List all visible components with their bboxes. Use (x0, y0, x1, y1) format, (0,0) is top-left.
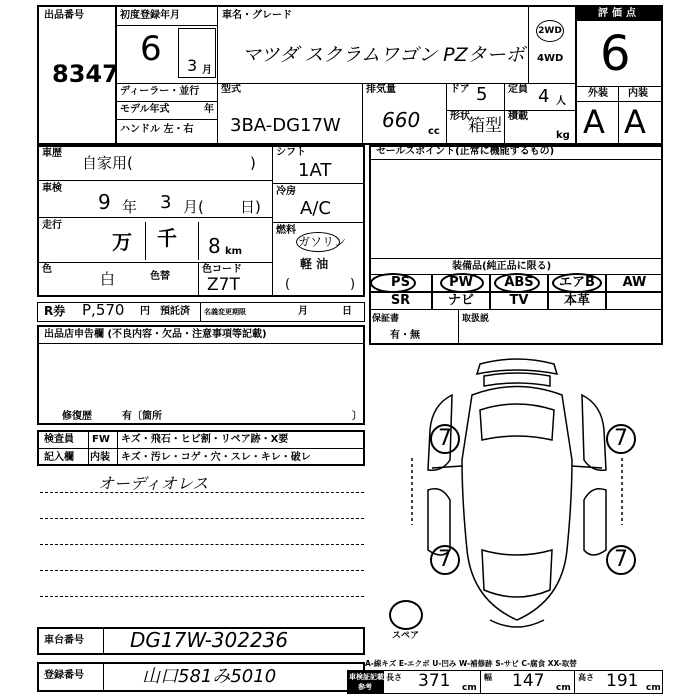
inspection-year: 9 (98, 190, 111, 214)
capacity-value: 4 (538, 86, 550, 107)
sales-box (369, 145, 663, 345)
capacity-label: 定員 (508, 84, 528, 95)
tire-front-left: 7 (430, 424, 460, 454)
int-label: 内装 (628, 88, 648, 99)
shift-value: 1AT (298, 160, 332, 181)
lot-number: 8347 (52, 60, 119, 88)
recycle-label: R券 (44, 304, 66, 318)
equip-leather: 本革 (548, 292, 606, 310)
color-label: 色 (42, 264, 52, 275)
tire-front-right: 7 (606, 424, 636, 454)
ac-label: 冷房 (276, 186, 296, 197)
first-reg-month: 3 (187, 56, 198, 75)
color-value: 白 (100, 270, 116, 288)
car-name: マツダ スクラムワゴン PZターボ (242, 44, 525, 66)
doors-label: ドア (450, 84, 470, 95)
color-change-label: 色替 (150, 271, 170, 282)
dealer-label: ディーラー・並行 (120, 86, 200, 97)
load-label: 積載 (508, 111, 528, 122)
fuel-label: 燃料 (276, 225, 296, 236)
equip-abs: ABS (490, 274, 548, 292)
equip-tv: TV (490, 292, 548, 310)
handle-label: ハンドル 左・右 (120, 124, 194, 135)
model-value: 3BA-DG17W (230, 115, 341, 136)
tool-label: 取扱説 (462, 314, 490, 324)
car-name-label: 車名・グレード (222, 10, 292, 21)
first-reg-year: 6 (140, 29, 162, 69)
drive-2wd: 2WD (536, 20, 564, 42)
displacement-value: 660 (382, 108, 421, 132)
int-grade: A (624, 103, 646, 141)
usage-label: 車歴 (42, 148, 62, 159)
equip-ps: PS (369, 274, 432, 292)
shape-label: 形状 (450, 111, 470, 122)
ext-grade: A (583, 103, 605, 141)
chassis-number: DG17W-302236 (130, 628, 289, 652)
warranty-value: 有・無 (390, 330, 420, 341)
registration-number: 山口581み5010 (142, 666, 277, 687)
usage-value: 自家用( (82, 154, 133, 172)
equip-aw: AW (606, 274, 663, 292)
score-value: 6 (600, 26, 631, 82)
fuel-value: ガソリン (298, 235, 347, 249)
equipment-label: 装備品(純正品に限る) (452, 261, 552, 272)
ac-value: A/C (300, 198, 331, 219)
score-label: 評価点 (598, 8, 640, 19)
drive-4wd: 4WD (537, 53, 564, 64)
mileage-value: 8 (208, 234, 221, 258)
remark: オーディオレス (98, 474, 209, 493)
lot-label: 出品番号 (44, 10, 84, 21)
recycle-value: P,570 (82, 301, 125, 319)
spare-label: スペア (392, 631, 420, 641)
equip-pw: PW (432, 274, 490, 292)
dim-length: 371 (418, 671, 451, 691)
color-code-label: 色コード (202, 264, 242, 275)
shape-value: 箱型 (468, 116, 502, 136)
sales-label: セールスポイント(正常に機能するもの) (376, 146, 555, 157)
legend: A-線キズ E-エクボ U-凹み W-補修跡 S-サビ C-腐食 XX-取替 (365, 659, 577, 668)
first-reg-label: 初度登録年月 (120, 10, 180, 21)
dim-height: 191 (606, 671, 639, 691)
dim-width: 147 (512, 671, 545, 691)
model-year-label: モデル年式 (120, 104, 170, 115)
repair-value: 有〔箇所 (122, 411, 162, 422)
model-label: 型式 (221, 84, 241, 95)
notes-label: 出品店申告欄 (不良内容・欠品・注意事項等記載) (44, 329, 267, 340)
inspection-month: 3 (160, 192, 172, 213)
car-diagram (372, 350, 662, 640)
ext-label: 外装 (588, 88, 608, 99)
inspection-label: 車検 (42, 183, 62, 194)
fuel-alt: 軽 油 (300, 257, 329, 271)
equip-airbag: エアB (548, 274, 606, 292)
spare-tire (389, 600, 423, 630)
shift-label: シフト (276, 147, 306, 158)
repair-label: 修復歴 (62, 411, 92, 422)
tire-rear-right: 7 (606, 545, 636, 575)
warranty-label: 保証書 (372, 314, 400, 324)
equip-navi: ナビ (432, 292, 490, 310)
equip-sr: SR (369, 292, 432, 310)
doors-value: 5 (476, 84, 488, 105)
tire-rear-left: 7 (430, 545, 460, 575)
displacement-label: 排気量 (366, 84, 396, 95)
color-code: Z7T (207, 275, 240, 295)
mileage-label: 走行 (42, 220, 62, 231)
